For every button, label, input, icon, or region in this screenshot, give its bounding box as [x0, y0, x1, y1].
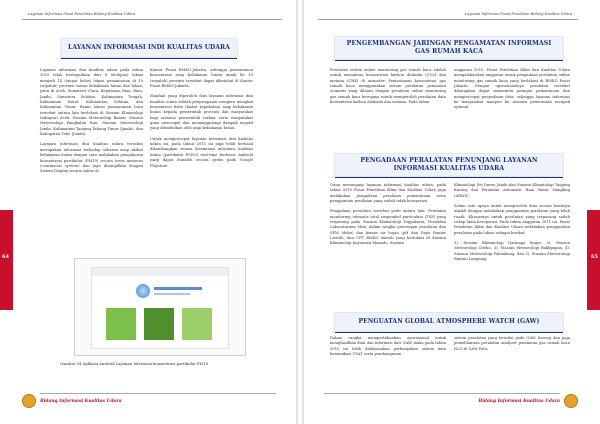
map-tile-icon [106, 308, 136, 340]
header-rule [318, 19, 578, 20]
paragraph: sistem peralatan yang bernilai pada GAW Sorong dan juga pemeliharaan peralatan analyzer pemantau gas rumah kaca N2O di GAW Palu. [454, 336, 570, 351]
android-app-figure [74, 258, 246, 356]
paragraph: anggaran 2015, Pusat Penelitian Iklim dan Kualitas Udara mengalokasikan anggaran untuk pengadaan peralatan online monitoring gas rumah kaca yang berlokasi di BMKG Pusat Jakarta. Dengan operasionalnya peralatan tersebut diharapkan dapat memenuhi jaringan pemantauan dan mempercepat penyediaan data, sehingga layanan informasi ke masyarakat maupun ke instansi pemerintah menjadi optimal. [454, 68, 570, 110]
section2-column-1 [330, 183, 446, 252]
header-rule [22, 19, 282, 20]
paragraph: Manfaat yang diperoleh dari layanan informasi dini kualitas udara adalah penyampaian sesegera mungkin konsentrasi debu (kadar kepekatan) asap kebakaran hutan kepada pemerintah provinsi dan masyarakat bagi instansi pemerintah terkait serta masyarakat guna mencegah dan menanggulangi dampak negatif yang ditimbulkan oleh asap kebakaran hutan. [150, 94, 253, 131]
section-heading-early-warning: LAYANAN INFORMASI INDI KUALITAS UDARA [60, 38, 238, 58]
running-head-left: Layanan Informasi Pusat Penelitian Bidang Kualitas Udara [28, 12, 136, 16]
page-number: 65 [591, 254, 598, 260]
paragraph: Klimatologi Sei Duren Jambi dan Stasiun Klimatologi Tanjung Karang dan Peralatan Automatic Rain Water Sampling (ARWS). [454, 183, 570, 198]
footer-label: Bidang Informasi Kualitas Udara [478, 399, 560, 404]
section3-column-2 [454, 336, 570, 357]
figure-caption: Gambar 34 Aplikasi Android Layanan Informasi konsentrasi partikulat PM10 [60, 361, 209, 366]
left-column-1 [40, 68, 143, 180]
side-tab [587, 210, 600, 310]
section1-column-1 [330, 68, 446, 110]
footer-label: Bidang Informasi Kualitas Udara [40, 399, 122, 404]
paragraph: Guna menunjang layanan informasi kualitas udara, pada tahun 2015 Pusat Penelitian Iklim dan Kualitas Udara juga melakukan pengadaan peralatan pemantauan serta penggantian peralatan yang sudah tidak berоperasi. [330, 183, 446, 204]
section-heading-gaw: PENGUATAN GLOBAL ATMOSPHERE WATCH (GAW) [334, 312, 564, 332]
section-heading-equipment: PENGADAAN PERALATAN PENUNJANG LAYANAN INFORMASI KUALITAS UDARA [334, 153, 564, 177]
paragraph: Peralatan sistem online monitoring gas rumah kaca adalah untuk memantau konsentrasi karbon dioksida (CO2) dan metana (CH4) di atmosfer. Pemantauan konsentrasi gas rumah kaca menggunakan sistem peralatan pemantau otomatis yang dilatari dengan peralatan online monitoring gas rumah kaca berupaya untuk memperoleh peralatan data konsentrasi karbon dioksida dan metana. Pada tahun [330, 68, 446, 105]
app-toolbar [92, 268, 228, 276]
app-subtitle-bar [154, 293, 190, 295]
running-head-right: Layanan Informasi Pusat Penelitian Bidang Kualitas Udara [464, 12, 572, 16]
section2-column-2 [454, 183, 570, 267]
paragraph: Kantor Pusat BMKG-Jakarta, sehingga pemantauan konsentrasi asap kebakaran hutan untuk ke 10 (sepuluh) provinsi tersebut dapat diketahui di Kantor Pusat BMKG-Jakarta. [150, 68, 253, 89]
bmkg-emblem-icon [564, 394, 578, 408]
section3-column-1 [330, 336, 446, 362]
book-gutter [296, 0, 304, 424]
bmkg-logo-icon [136, 284, 150, 298]
side-tab [0, 210, 13, 310]
section1-column-2 [454, 68, 570, 116]
left-page [0, 0, 296, 424]
map-tile-icon [182, 308, 212, 340]
section-heading-ghg-network: PENGEMBANGAN JARINGAN PENGAMATAN INFORMASI GAS RUMAH KACA [334, 36, 564, 60]
app-screenshot [91, 267, 229, 349]
bmkg-emblem-icon [22, 394, 36, 408]
map-tile-icon [144, 308, 174, 340]
paragraph: Untuk mempercepat layanan informasi dini kualitas udara ini, pada tahun 2015 ini juga telah berhasil dikembangkan semua diseminasi informasi kualitas udara (partikulat PM10) real-time berbasis Android yang dapat diunduh secara gratis pada Google Playstore. [150, 136, 253, 168]
paragraph: Selain satu upaya untuk memperoleh data secara kontinyu adalah dengan melakukan penggantian peralatan yang telah rusak. Khususnya untuk peralatan yang terpasang sudah cukup lama beroperasi. Pada tahun anggaran 2015 ini, Pusat Penelitian Iklim dan Kualitas Udara melakukan penggantian peralatan pada lokasi sebagai berikut: [454, 204, 570, 235]
right-page [304, 0, 600, 424]
paragraph: Layanan informasi dini kualitas udara pada tahun 2015 telah berlanjutkan dari 8 (delapan) lokasi menjadi 14 (empat belas) lokasi pemantauan di 10 (sepuluh) provinsi rawan kebakaran hutan dan lahan, yaitu di Aceh, Sumatera Utara, Kepulauan Riau, Riau, Jambi, Sumatera Selatan, Kalimantan Tengah, Kalimantan Barat, Kalimantan Selatan, dan Kalimantan Timur. Enam lokasi pemantauan baru tersebut antara lain berlokasi di Stasiun Klimatologi Indrapuri Aceh, Stasiun Meteorologi Batam, Stasiun Meteorologi Pangkalan Bun, Stasiun Meteorologi Jambi, Kalimantan Tanjung Tabung Timur (Jambi), dan Kabupaten Tebo (Jambi). [40, 68, 143, 137]
paragraph: Layanan informasi dini kualitas udara tersebut merupakan informasi terhadap sebaran asap akibat kebakaran hutan dengan cara melakukan pengukuran konsentrasi partikulat (PM10) secara terus menerus (continuous system) dan juga ditampilkan dengan Sistem Display secara online di [40, 142, 143, 174]
app-title-bar [154, 287, 202, 290]
paragraph: 1). Stasiun Klimatologi Darmaga Bogor, 2). Stasiun Meteorologi Citeko, 3). Stasiun Meteorologi Balikpapan, 4). Stasiun Meteorologi Palembang, dan 5). Stasiun Meteorologi Bintuni Lampung. [454, 241, 570, 262]
left-column-2 [150, 68, 253, 174]
footer-rule [40, 393, 276, 394]
page-number: 64 [2, 254, 9, 260]
paragraph: Pengadaan peralatan tersebut yaitu antara lain: Peralatan monitoring otomatis total suspended particulate (TSP) yang terpasang pada Stasiun Klimatologi Yogyakarta, Peralatan Laboratorium Mini, dalam rangka penerapan peralatan dan SPM (debu) dan kemas air hujan (pH dan Daya Hantar Listrik), dan UPT BMKG daerah yang berlokasi di Stasiun Klimatologi Kayuwatu Manado, Stasiun [330, 209, 446, 246]
footer-rule [324, 393, 560, 394]
paragraph: Dalam rangka mempertahankan operasional untuk menghasilkan data dan informasi dari GAW, maka pada tahun 2015 ini telah dilaksanakan perbanyakan sistem data komunikasi VSAT serta pembangunan [330, 336, 446, 357]
